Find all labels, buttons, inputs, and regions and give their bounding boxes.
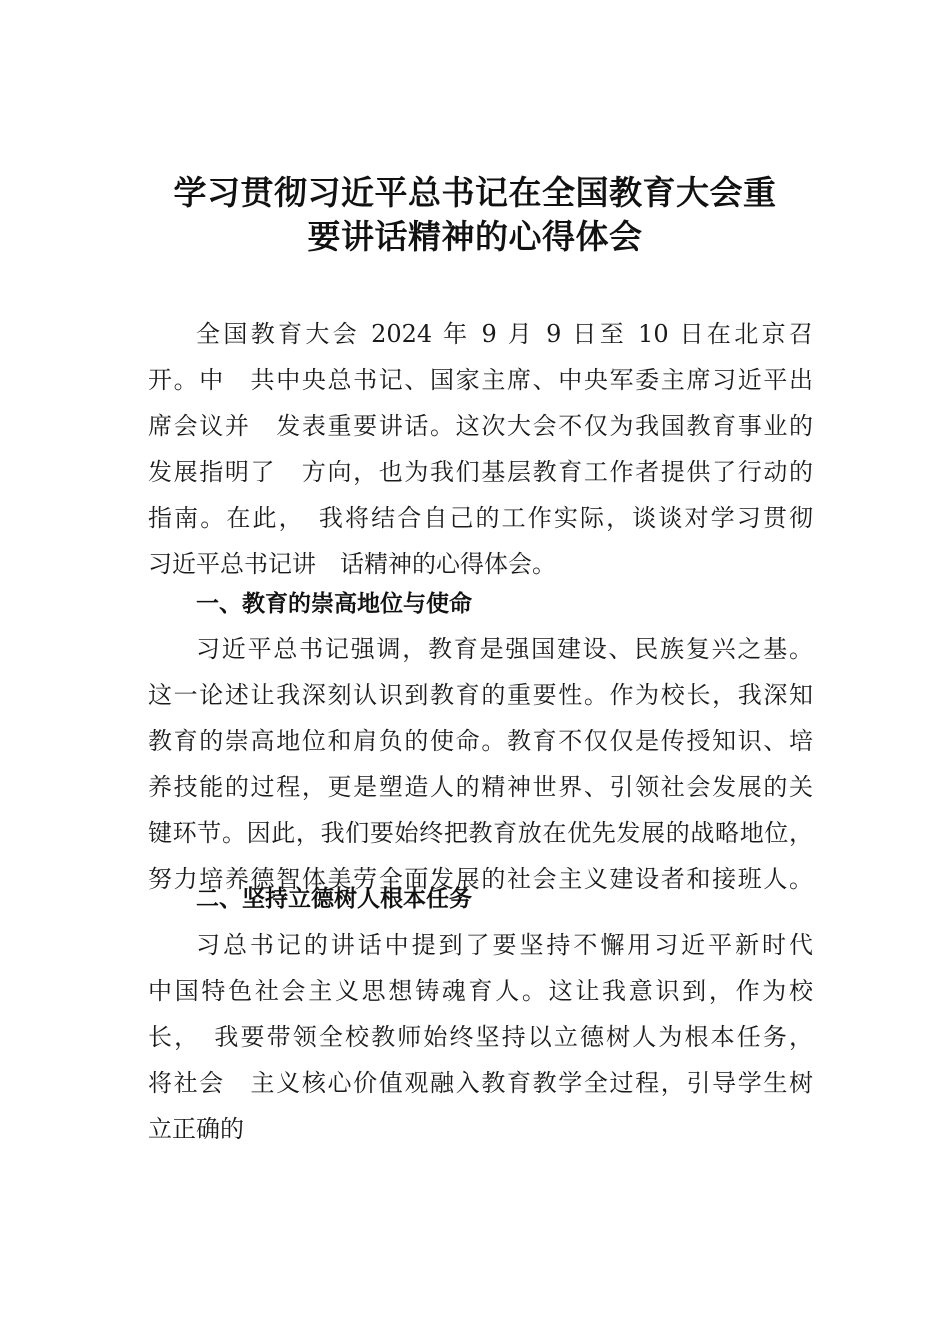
- document-title-line-1: 学习贯彻习近平总书记在全国教育大会重: [173, 173, 777, 212]
- paragraph-1-line-4: 发展指明了 方向，也为我们基层教育工作者提供了行动的: [148, 458, 813, 486]
- paragraph-3-line-3: 长， 我要带领全校教师始终坚持以立德树人为根本任务，: [148, 1023, 813, 1051]
- paragraph-1-line-1: 全国教育大会 2024 年 9 月 9 日至 10 日在北京召: [196, 320, 813, 348]
- paragraph-2-line-1: 习近平总书记强调，教育是强国建设、民族复兴之基。: [196, 635, 813, 663]
- section-heading-1: 一、教育的崇高地位与使命: [196, 591, 472, 617]
- paragraph-2-line-4: 养技能的过程，更是塑造人的精神世界、引领社会发展的关: [148, 773, 813, 801]
- paragraph-3-line-4: 将社会 主义核心价值观融入教育教学全过程，引导学生树: [148, 1069, 813, 1097]
- section-heading-2: 二、坚持立德树人根本任务: [196, 886, 472, 912]
- paragraph-3-line-2: 中国特色社会主义思想铸魂育人。这让我意识到，作为校: [148, 977, 813, 1005]
- paragraph-1-line-2: 开。中 共中央总书记、国家主席、中央军委主席习近平出: [148, 366, 813, 394]
- paragraph-2-line-5: 键环节。因此，我们要始终把教育放在优先发展的战略地位，: [148, 819, 813, 847]
- document-title-line-2: 要讲话精神的心得体会: [307, 217, 643, 256]
- paragraph-2-line-2: 这一论述让我深刻认识到教育的重要性。作为校长，我深知: [148, 681, 813, 709]
- paragraph-3-line-5: 立正确的: [148, 1115, 244, 1143]
- paragraph-2-line-6: 努力培养德智体美劳全面发展的社会主义建设者和接班人。: [148, 865, 813, 893]
- paragraph-3-line-1: 习总书记的讲话中提到了要坚持不懈用习近平新时代: [196, 931, 813, 959]
- paragraph-2-line-3: 教育的崇高地位和肩负的使命。教育不仅仅是传授知识、培: [148, 727, 813, 755]
- paragraph-1-line-6: 习近平总书记讲 话精神的心得体会。: [148, 550, 556, 578]
- paragraph-1-line-5: 指南。在此， 我将结合自己的工作实际，谈谈对学习贯彻: [148, 504, 813, 532]
- paragraph-1-line-3: 席会议并 发表重要讲话。这次大会不仅为我国教育事业的: [148, 412, 813, 440]
